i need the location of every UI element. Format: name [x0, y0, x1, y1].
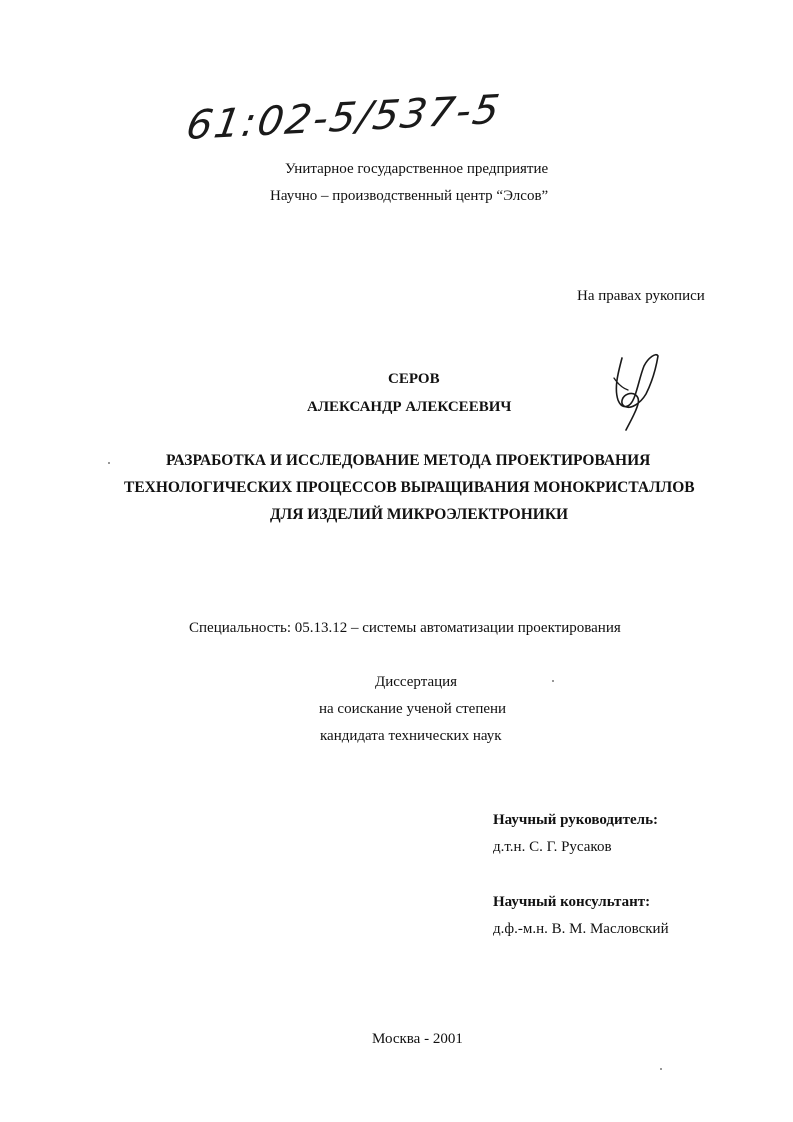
scan-speck — [552, 680, 554, 682]
specialty: Специальность: 05.13.12 – системы автоматизации проектирования — [189, 620, 621, 636]
title-line-1: РАЗРАБОТКА И ИССЛЕДОВАНИЕ МЕТОДА ПРОЕКТИРОВАНИЯ — [166, 452, 651, 469]
city-year: Москва - 2001 — [372, 1031, 463, 1047]
scan-speck — [108, 462, 110, 464]
author-surname: СЕРОВ — [388, 371, 440, 387]
supervisor-heading: Научный руководитель: — [493, 812, 658, 828]
degree-line-3: кандидата технических наук — [320, 728, 502, 744]
signature-icon — [600, 348, 670, 433]
consultant-name: д.ф.-м.н. В. М. Масловский — [493, 921, 669, 937]
degree-line-1: Диссертация — [375, 674, 458, 690]
handwritten-number-text: 61:02-5/537-5 — [183, 86, 505, 150]
title-line-3: ДЛЯ ИЗДЕЛИЙ МИКРОЭЛЕКТРОНИКИ — [270, 506, 569, 523]
organization-line-2: Научно – производственный центр “Элсов” — [270, 188, 549, 204]
consultant-heading: Научный консультант: — [493, 894, 651, 910]
handwritten-catalog-number — [182, 86, 582, 166]
rights-note: На правах рукописи — [577, 288, 705, 304]
scan-speck — [660, 1068, 662, 1070]
author-given-names: АЛЕКСАНДР АЛЕКСЕЕВИЧ — [307, 399, 512, 415]
degree-line-2: на соискание ученой степени — [319, 701, 507, 717]
title-line-2: ТЕХНОЛОГИЧЕСКИХ ПРОЦЕССОВ ВЫРАЩИВАНИЯ МОНОКРИСТАЛЛОВ — [124, 479, 695, 496]
supervisor-name: д.т.н. С. Г. Русаков — [493, 839, 612, 855]
organization-line-1: Унитарное государственное предприятие — [285, 161, 549, 177]
